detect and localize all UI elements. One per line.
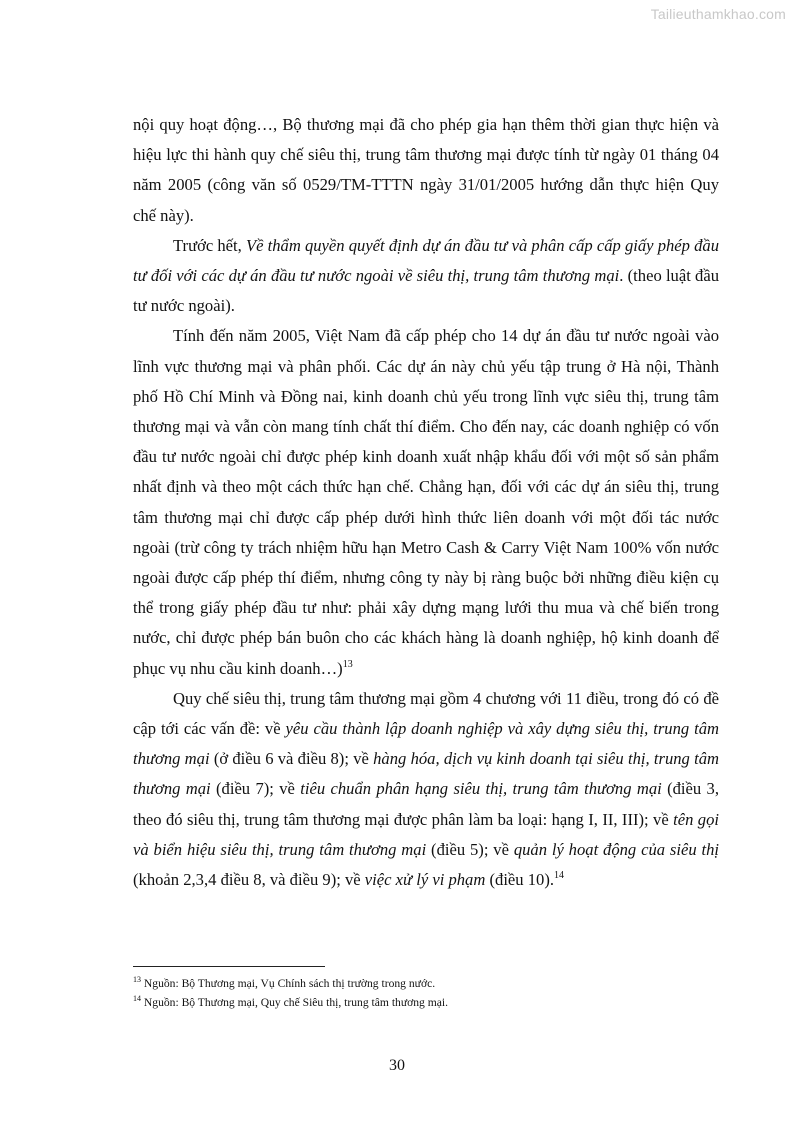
footnote-14 bbox=[133, 993, 719, 1012]
watermark: Tailieuthamkhao.com bbox=[650, 6, 786, 22]
paragraph bbox=[133, 110, 719, 231]
text-run: Trước hết, bbox=[173, 235, 246, 255]
page-number: 30 bbox=[389, 1057, 405, 1074]
italic-text-run: Về thẩm quyền quyết định dự án đầu tư và phân cấp cấp giấy phép đầu tư đối với các dự án đầu tư nước ngoài về siêu thị, trung tâm thương mại bbox=[133, 235, 719, 286]
italic-text-run: tên gọi và biển hiệu siêu thị, trung tâm thương mại bbox=[133, 809, 720, 859]
italic-text-run: quản lý hoạt động của siêu thị bbox=[513, 839, 720, 859]
text-run: (ở điều 6 và điều 8); về bbox=[209, 749, 374, 769]
italic-text-run: hàng hóa, dịch vụ kinh doanh tại siêu thị, trung tâm thương mại bbox=[133, 749, 719, 799]
text-run: (điều 5); về bbox=[426, 839, 514, 859]
footnote-13 bbox=[133, 974, 719, 993]
footnote-ref-13[interactable]: 13 bbox=[342, 658, 353, 670]
footnote-text: Nguồn: Bộ Thương mại, Vụ Chính sách thị trường trong nước. bbox=[141, 977, 436, 990]
footnote-ref-14[interactable]: 14 bbox=[554, 870, 565, 882]
body-text bbox=[133, 110, 719, 895]
footnote-divider bbox=[133, 966, 325, 967]
footnote-number: 13 bbox=[133, 975, 141, 984]
italic-text-run: yêu cầu thành lập doanh nghiệp và xây dựng siêu thị, trung tâm thương mại bbox=[133, 719, 720, 769]
paragraph bbox=[133, 321, 719, 683]
footnote-number: 14 bbox=[133, 994, 141, 1003]
text-run: (điều 10). bbox=[485, 870, 555, 890]
text-run: Tính đến năm 2005, Việt Nam đã cấp phép cho 14 dự án đầu tư nước ngoài vào lĩnh vực thương mại và phân phối. Các dự án này chủ yếu tập trung ở Hà nội, Thành phố Hồ Chí Minh và Đồng nai, kinh doanh chủ yếu trong lĩnh vực siêu thị, trung tâm thương mại và vẫn còn mang tính chất thí điểm. Cho đến nay, các doanh nghiệp có vốn đầu tư nước ngoài chỉ được phép kinh doanh xuất nhập khẩu đối với một số sản phẩm nhất định và theo một cách thức hạn chế. Chẳng hạn, đối với các dự án siêu thị, trung tâm thương mại chỉ được cấp phép dưới hình thức liên doanh với một đối tác nước ngoài (trừ công ty trách nhiệm hữu hạn Metro Cash & Carry Việt Nam 100% vốn nước ngoài được cấp phép thí điểm, nhưng công ty này bị ràng buộc bởi những điều kiện cụ thể trong giấy phép đầu tư như: phải xây dựng mạng lưới thu mua và chế biến trong nước, chỉ được phép bán buôn cho các khách hàng là doanh nghiệp, hộ kinh doanh để phục vụ nhu cầu kinh doanh…) bbox=[133, 326, 719, 678]
text-run: (khoản 2,3,4 điều 8, và điều 9); về bbox=[133, 870, 365, 890]
paragraph bbox=[133, 684, 719, 895]
text-run: nội quy hoạt động…, Bộ thương mại đã cho phép gia hạn thêm thời gian thực hiện và hiệu lực thi hành quy chế siêu thị, trung tâm thương mại được tính từ ngày 01 tháng 04 năm 2005 (công văn số 0529/TM-TTTN ngày 31/01/2005 hướng dẫn thực hiện Quy chế này). bbox=[133, 115, 719, 225]
text-run: (điều 7); về bbox=[210, 779, 301, 799]
text-run: . (theo luật đầu tư nước ngoài). bbox=[133, 266, 720, 316]
italic-text-run: việc xử lý vi phạm bbox=[364, 870, 486, 890]
paragraph bbox=[133, 231, 719, 322]
text-run: (điều 3, theo đó siêu thị, trung tâm thương mại được phân làm ba loại: hạng I, II, III); về bbox=[133, 779, 719, 829]
footnotes bbox=[133, 974, 719, 1012]
italic-text-run: tiêu chuẩn phân hạng siêu thị, trung tâm thương mại bbox=[300, 779, 662, 799]
footnote-text: Nguồn: Bộ Thương mại, Quy chế Siêu thị, trung tâm thương mại. bbox=[141, 996, 449, 1009]
text-run: Quy chế siêu thị, trung tâm thương mại gồm 4 chương với 11 điều, trong đó có đề cập tới các vấn đề: về bbox=[133, 688, 719, 739]
